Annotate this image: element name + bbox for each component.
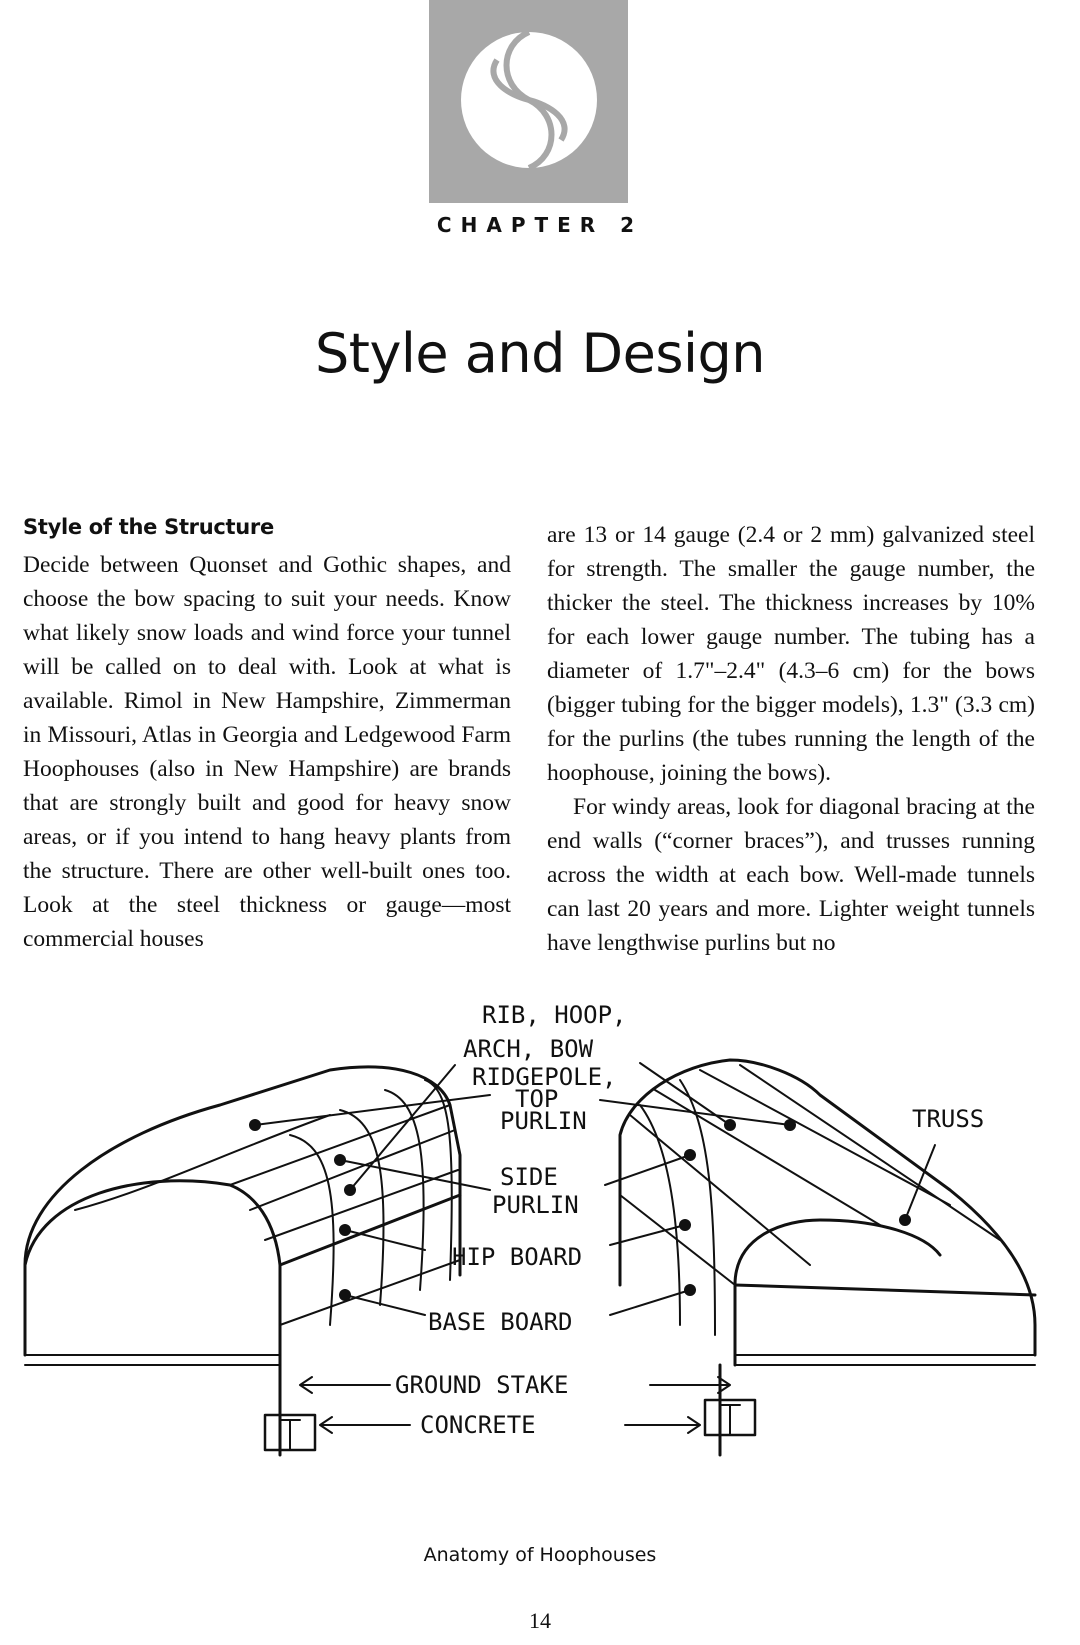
label-side-line2: PURLIN [492, 1191, 579, 1219]
body-paragraph: Decide between Quonset and Gothic shapes, and choose the bow spacing to suit your needs. Know what likely snow loads and wind force your tunnel will be called on to deal with. Look at what is available. Rimol in New Hampshire, Zimmerman in Missouri, Atlas in Georgia and Ledgewood Farm Hoophouses (also in New Hampshire) are brands that are strongly built and good for heavy snow areas, or if you intend to hang heavy plants from the structure. There are other well-built ones too. Look at the steel thickness or gauge—most commercial houses [23, 552, 511, 952]
label-base-board: BASE BOARD [428, 1308, 573, 1336]
label-ridge-line1: RIDGEPOLE, [472, 1063, 617, 1091]
label-side-line1: SIDE [500, 1163, 558, 1191]
label-rib-line1: RIB, HOOP, [482, 1001, 627, 1029]
hoophouse-illustration [0, 995, 1080, 1540]
body-paragraph: For windy areas, look for diagonal bracing at the end walls (“corner braces”), and trusses running across the width at each bow. Well-made tunnels can last 20 years and more. Lighter weight tunnels have lengthwise purlins but no [547, 794, 1035, 956]
label-hip-board: HIP BOARD [452, 1243, 583, 1271]
label-truss: TRUSS [912, 1105, 985, 1133]
chapter-label: CHAPTER 2 [436, 213, 644, 237]
swirl-icon [429, 0, 628, 203]
label-ground-stake: GROUND STAKE [395, 1371, 569, 1399]
right-column [547, 518, 1035, 960]
body-paragraph: are 13 or 14 gauge (2.4 or 2 mm) galvanized steel for strength. The smaller the gauge number, the thicker the steel. The thickness increases by 10% for each lower gauge number. The tubing has a diameter of 1.7"–2.4" (4.3–6 cm) for the bows (bigger tubing for the bigger models), 1.3" (3.3 cm) for the purlins (the tubes running the length of the hoophouse, joining the bows). [547, 522, 1035, 786]
label-rib-line2: ARCH, BOW [463, 1035, 594, 1063]
page-title: Style and Design [315, 322, 765, 385]
label-concrete: CONCRETE [420, 1411, 536, 1439]
left-column [23, 512, 511, 956]
label-ridge-line3: PURLIN [500, 1107, 587, 1135]
figure-caption: Anatomy of Hoophouses [423, 1544, 657, 1566]
page-number: 14 [529, 1608, 551, 1633]
section-heading: Style of the Structure [23, 515, 274, 539]
hoophouse-diagram [0, 995, 1080, 1540]
chapter-emblem [429, 0, 628, 203]
label-ridge-line2: TOP [515, 1085, 559, 1113]
